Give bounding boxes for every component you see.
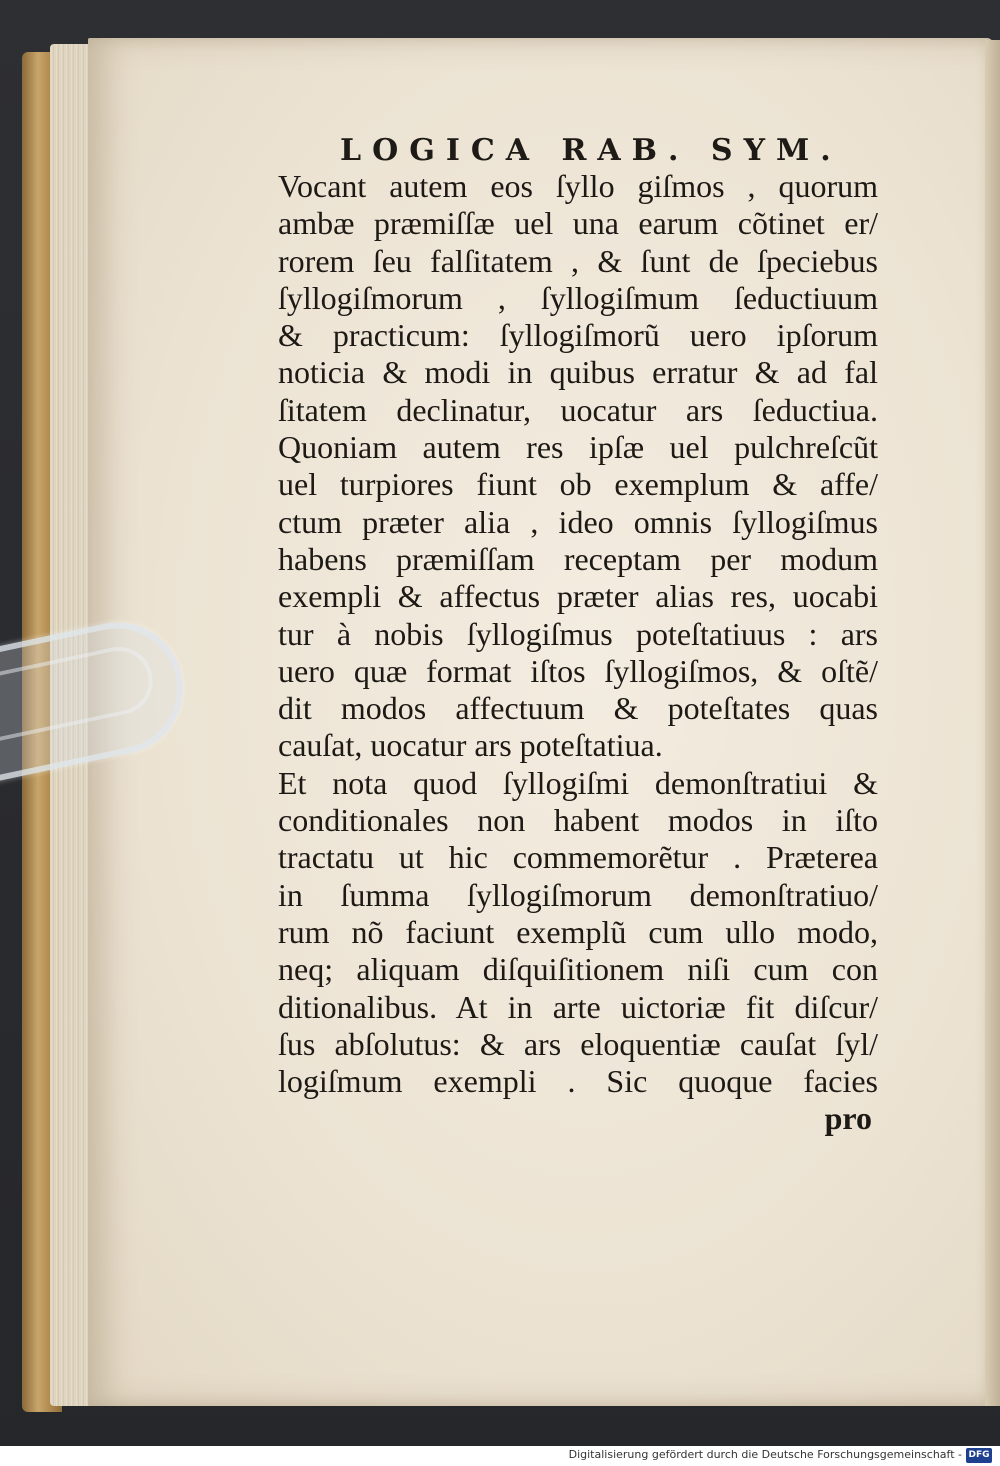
text-line: ſitatem declinatur, uocatur ars ſeductiua. xyxy=(278,391,878,428)
text-line: rorem ſeu falſitatem , & ſunt de ſpeciebus xyxy=(278,242,878,279)
paragraph-1 xyxy=(278,168,878,429)
text-line: ſus abſolutus: & ars eloquentiæ cauſat ſyl/ xyxy=(278,1025,878,1062)
paragraph-3 xyxy=(278,765,878,1101)
text-line: & practicum: ſyllogiſmorũ uero ipſorum xyxy=(278,317,878,354)
text-line: conditionales non habent modos in iſto xyxy=(278,802,878,839)
text-line: cauſat, uocatur ars poteſtatiua. xyxy=(278,727,663,764)
text-line: tractatu ut hic commemorẽtur . Præterea xyxy=(278,839,878,876)
text-line: ditionalibus. At in arte uictoriæ fit diſcur/ xyxy=(278,988,878,1025)
running-head: LOGICA RAB. SYM. xyxy=(340,133,842,168)
text-line: tur à nobis ſyllogiſmus poteſtatiuus : ars xyxy=(278,615,878,652)
page-right-edge xyxy=(985,40,1000,1406)
text-line: noticia & modi in quibus erratur & ad fal xyxy=(278,354,878,391)
text-line: Vocant autem eos ſyllo giſmos , quorum xyxy=(278,168,878,204)
text-line: exempli & affectus præter alias res, uocabi xyxy=(278,578,878,615)
text-line: neq; aliquam diſquiſitionem niſi cum con xyxy=(278,951,878,988)
text-line: logiſmum exempli . Sic quoque facies xyxy=(278,1063,878,1100)
text-line: in ſumma ſyllogiſmorum demonſtratiuo/ xyxy=(278,876,878,913)
digitization-credit: Digitalisierung gefördert durch die Deutsche Forschungsgemeinschaft - xyxy=(568,1448,962,1461)
text-line: Et nota quod ſyllogiſmi demonſtratiui & xyxy=(278,764,878,801)
text-line: ctum præter alia , ideo omnis ſyllogiſmus xyxy=(278,503,878,540)
paragraph-2 xyxy=(278,429,878,765)
text-line: ambæ præmiſſæ uel una earum cõtinet er/ xyxy=(278,205,878,242)
text-line: uel turpiores fiunt ob exemplum & affe/ xyxy=(278,466,878,503)
text-block xyxy=(278,168,878,1138)
text-line: ſyllogiſmorum , ſyllogiſmum ſeductiuum xyxy=(278,279,878,316)
text-line: Quoniam autem res ipſæ uel pulchreſcũt xyxy=(278,429,878,466)
text-line: uero quæ format iſtos ſyllogiſmos, & oſtẽ/ xyxy=(278,652,878,689)
text-line: habens præmiſſam receptam per modum xyxy=(278,540,878,577)
catchword: pro xyxy=(824,1100,872,1137)
dfg-logo: DFG xyxy=(966,1448,992,1463)
text-line: rum nõ faciunt exemplũ cum ullo modo, xyxy=(278,913,878,950)
text-line: dit modos affectuum & poteſtates quas xyxy=(278,690,878,727)
